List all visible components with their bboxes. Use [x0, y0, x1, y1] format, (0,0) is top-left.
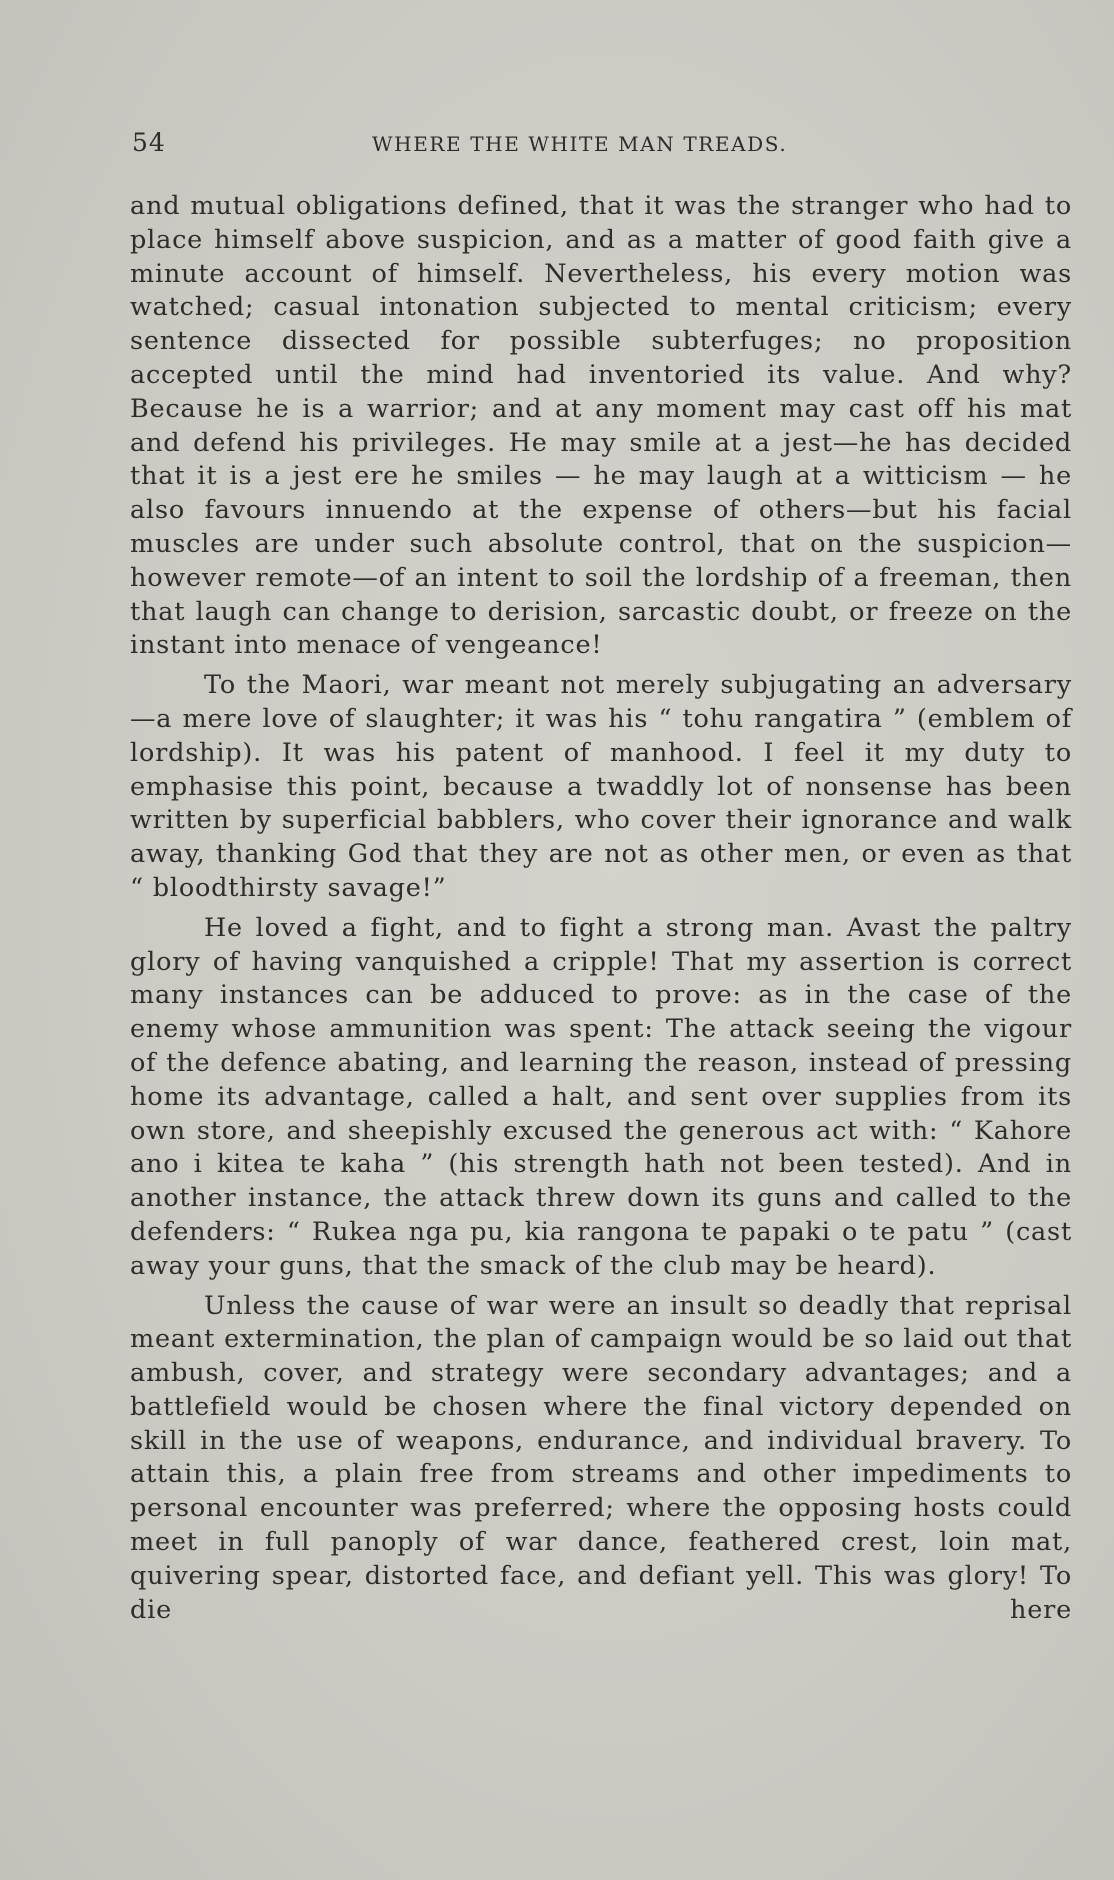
- paragraph-maori-war: To the Maori, war meant not merely subjugating an adversary—a mere love of slaughter; it was his “ tohu rangatira ” (emblem of lordship). It was his patent of manhood. I feel it my duty to emphasise this point, because a twaddly lot of nonsense has been written by superficial babblers, who cover their ignorance and walk away, thanking God that they are not as other men, or even as that “ bloodthirsty savage!”: [130, 670, 1072, 903]
- paragraph-continued: and mutual obligations defined, that it was the stranger who had to place himself above suspicion, and as a matter of good faith give a minute account of himself. Nevertheless, his every motion was watched; casual intonation subjected to mental criticism; every sentence dissected for possible subterfuges; no proposition accepted until the mind had inventoried its value. And why? Because he is a warrior; and at any moment may cast off his mat and defend his privileges. He may smile at a jest—he has decided that it is a jest ere he smiles — he may laugh at a witticism — he also favours innuendo at the expense of others—but his facial muscles are under such absolute control, that on the suspicion—however remote—of an intent to soil the lordship of a freeman, then that laugh can change to derision, sarcastic doubt, or freeze on the instant into menace of vengeance!: [130, 191, 1072, 661]
- paragraph-loved-a-fight: He loved a fight, and to fight a strong man. Avast the paltry glory of having vanquished a cripple! That my assertion is correct many instances can be adduced to prove: as in the case of the enemy whose ammunition was spent: The attack seeing the vigour of the defence abating, and learning the reason, instead of pressing home its advantage, called a halt, and sent over supplies from its own store, and sheepishly excused the generous act with: “ Kahore ano i kitea te kaha ” (his strength hath not been tested). And in another instance, the attack threw down its guns and called to the defenders: “ Rukea nga pu, kia rangona te papaki o te patu ” (cast away your guns, that the smack of the club may be heard).: [130, 912, 1072, 1281]
- body-text: [130, 190, 1072, 1633]
- page-header: [132, 128, 1072, 168]
- page-number: 54: [132, 128, 166, 157]
- running-title: WHERE THE WHITE MAN TREADS.: [372, 132, 788, 156]
- paragraph-unless-cause: Unless the cause of war were an insult so deadly that reprisal meant extermination, the plan of campaign would be so laid out that ambush, cover, and strategy were secondary advantages; and a battlefield would be chosen where the final victory depended on skill in the use of weapons, endurance, and individual bravery. To attain this, a plain free from streams and other impediments to personal encounter was preferred; where the opposing hosts could meet in full panoply of war dance, feathered crest, loin mat, quivering spear, distorted face, and defiant yell. This was glory! To die here: [130, 1290, 1072, 1625]
